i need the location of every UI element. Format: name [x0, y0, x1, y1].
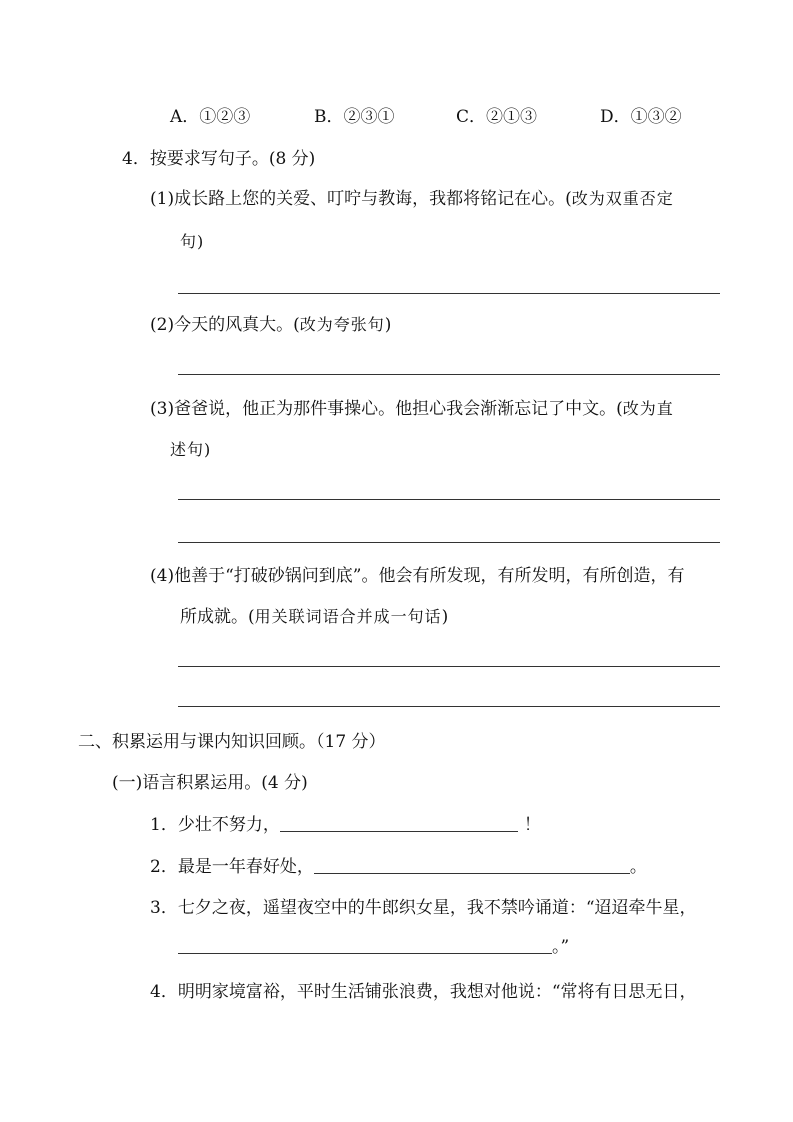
q4-s2-text: (2)今天的风真大。( [150, 315, 300, 335]
answer-line-6[interactable] [178, 706, 720, 707]
item-3-end: 。” [552, 937, 570, 957]
item-3-blank[interactable] [178, 937, 552, 954]
item-3: 3．七夕之夜，遥望夜空中的牛郎织女星，我不禁吟诵道：“迢迢牵牛星， [150, 898, 697, 918]
item-1-pre: 1．少壮不努力， [150, 815, 280, 835]
q4-s4-note: 用关联词语合并成一句话 [254, 607, 442, 626]
q4-s1-text: (1)成长路上您的关爱、叮咛与教诲，我都将铭记在心。( [150, 189, 572, 209]
answer-line-5[interactable] [178, 666, 720, 667]
q4-s1-note: 改为双重否定 [571, 189, 674, 208]
q4-s4-end: ) [441, 607, 449, 627]
question-4-title: 4．按要求写句子。(8 分) [122, 149, 316, 169]
item-1-post: ！ [523, 815, 541, 835]
answer-line-1[interactable] [178, 293, 720, 294]
q4-s3-cont: 述句) [170, 440, 212, 459]
item-4: 4．明明家境富裕，平时生活铺张浪费，我想对他说：“常将有日思无日， [150, 982, 697, 1002]
q4-s1-cont: 句) [180, 232, 205, 251]
item-1-blank[interactable] [280, 815, 518, 832]
q4-s4-text: (4)他善于“打破砂锅问到底”。他会有所发现，有所发明，有所创造，有 [150, 566, 685, 586]
answer-line-3[interactable] [178, 499, 720, 500]
option-a: A．①②③ [170, 107, 251, 127]
section-2-title: 二、积累运用与课内知识回顾。（17 分） [78, 732, 386, 752]
item-3-cont [178, 936, 569, 958]
q4-sentence-2 [150, 314, 391, 336]
item-2-post: 。 [629, 857, 647, 877]
answer-line-2[interactable] [178, 374, 720, 375]
answer-line-4[interactable] [178, 542, 720, 543]
q4-sentence-3 [150, 398, 674, 420]
q4-s2-end: ) [384, 315, 392, 335]
q4-sentence-4 [150, 565, 684, 587]
item-2-pre: 2．最是一年春好处， [150, 857, 314, 877]
q4-s2-note: 改为夸张句 [299, 315, 385, 334]
option-c: C．②①③ [456, 107, 538, 127]
section-2-sub-1: (一)语言积累运用。(4 分) [112, 773, 308, 793]
option-b: B．②③① [314, 107, 395, 127]
q4-s4-cont-a: 所成就。( [180, 607, 255, 627]
item-1 [150, 814, 541, 836]
item-2-blank[interactable] [314, 857, 630, 874]
q4-s3-note: 改为直 [622, 399, 674, 418]
option-d: D．①③② [600, 107, 682, 127]
q4-s3-text: (3)爸爸说，他正为那件事操心。他担心我会渐渐忘记了中文。( [150, 399, 623, 419]
item-2 [150, 856, 647, 878]
q4-sentence-1 [150, 188, 674, 210]
q4-s4-cont [180, 606, 448, 628]
